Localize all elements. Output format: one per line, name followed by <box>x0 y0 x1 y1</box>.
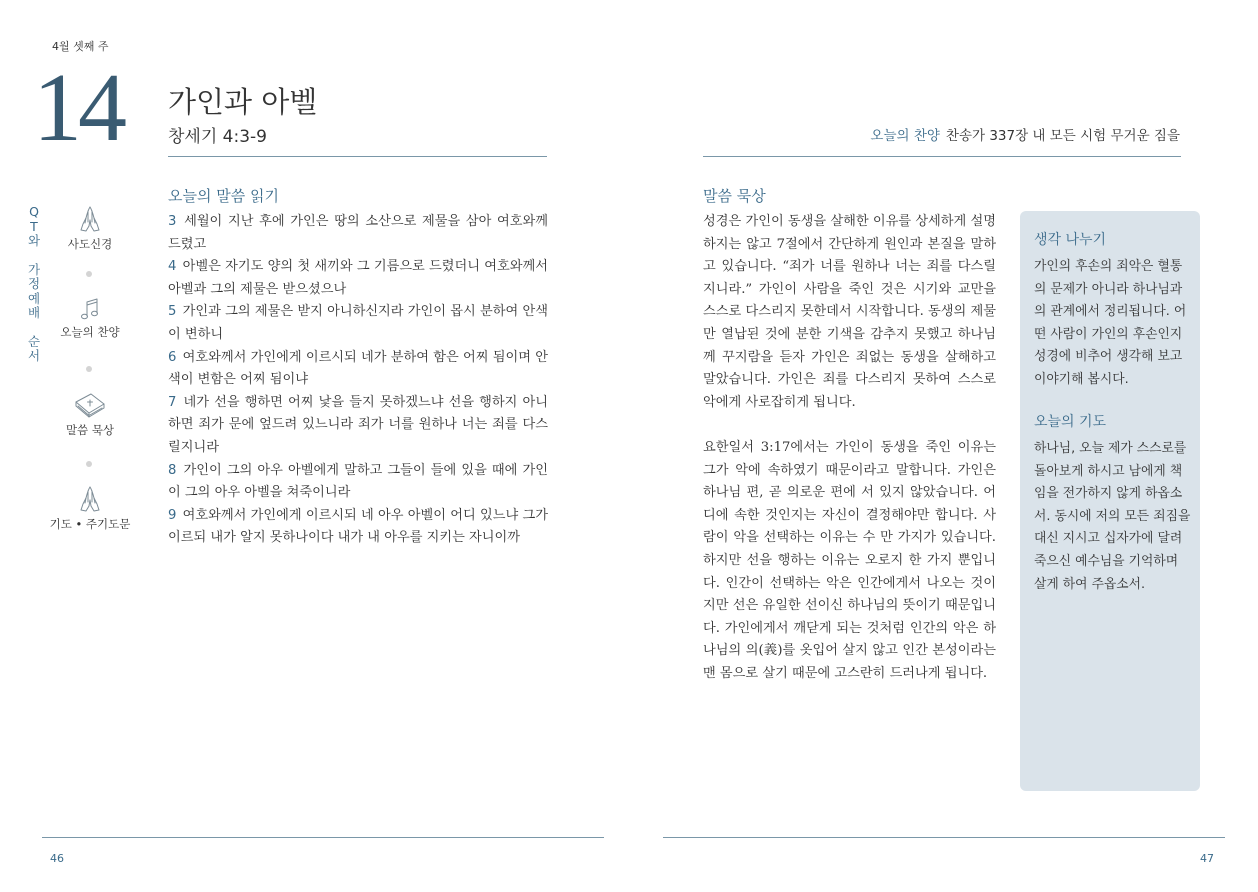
order-dot <box>86 461 92 467</box>
verse <box>168 211 548 256</box>
footer-divider-left <box>42 837 604 838</box>
verse-number: 9 <box>168 507 177 523</box>
verse <box>168 460 548 505</box>
verse-text: 여호와께서 가인에게 이르시되 네 아우 아벨이 어디 있느냐 그가 이르되 내가 알지 못하나이다 내가 내 아우를 지키는 자니이까 <box>168 507 548 546</box>
music-note-icon <box>76 296 104 322</box>
meditation-text <box>703 211 996 685</box>
share-line: 의 문제가 아니라 하나님과 <box>1034 281 1183 297</box>
verse-text: 여호와께서 가인에게 이르시되 네가 분하여 함은 어찌 됨이며 안색이 변함은 어찌 됨이냐 <box>168 349 548 388</box>
prayer-text <box>1034 438 1200 596</box>
prayer-line: 살게 하여 주옵소서. <box>1034 576 1146 592</box>
qt-char: 순 <box>27 333 41 349</box>
qt-char: 가 <box>27 261 41 277</box>
verse-text: 가인과 그의 제물은 받지 아니하신지라 가인이 몹시 분하여 안색이 변하니 <box>168 304 548 342</box>
scripture-reference: 창세기 4:3-9 <box>168 127 267 147</box>
qt-char: 정 <box>27 276 41 291</box>
meditation-paragraph: 요한일서 3:17에서는 가인이 동생을 죽인 이유는 그가 악에 속하였기 때문이라고 말합니다. 가인은 하나님 편, 곧 의로운 편에 서 있지 않았습니다. 어디에 속한 것인지는 자신이 결정해야만 합니다. 사람이 악을 선택하는 이유는 수 만 가지가 있습니다. 하지만 선을 행하는 이유는 오로지 한 가지 뿐입니다. 인간이 선택하는 악은 인간에게서 나오는 것이지만 선은 유일한 선이신 하나님의 뜻이기 때문입니다. 가인에게서 깨닫게 되는 것처럼 인간의 악은 하나님의 의(義)를 옷입어 살지 않고 인간 본성이라는 맨 몸으로 살기 때문에 고스란히 드러나게 됩니다. <box>703 439 996 681</box>
prayer-line: 대신 지시고 십자가에 달려 <box>1034 531 1183 547</box>
order-item-meditation <box>48 390 132 438</box>
verse <box>168 505 548 550</box>
order-label: 말씀 묵상 <box>65 423 115 437</box>
qt-char: 서 <box>27 348 41 363</box>
bible-book-icon <box>73 390 107 420</box>
verse-number: 4 <box>168 259 177 275</box>
prayer-line: 임을 전가하지 않게 하옵소 <box>1034 486 1183 502</box>
header-divider-left <box>168 156 547 157</box>
verse-text: 가인이 그의 아우 아벨에게 말하고 그들이 들에 있을 때에 가인이 그의 아우 아벨을 쳐죽이니라 <box>168 462 548 501</box>
share-line: 이야기해 봅시다. <box>1034 371 1129 387</box>
qt-gap <box>26 321 42 335</box>
qt-vertical-label <box>26 205 42 364</box>
verse-number: 7 <box>168 394 177 410</box>
discussion-box <box>1020 211 1200 791</box>
qt-char: T <box>30 218 38 234</box>
day-number: 14 <box>33 54 123 162</box>
qt-gap <box>26 249 42 263</box>
qt-char: 와 <box>27 233 41 248</box>
week-label: 4월 셋째 주 <box>52 40 109 53</box>
share-line: 성경에 비추어 생각해 보고 <box>1034 349 1183 365</box>
hymn-text: 찬송가 337장 내 모든 시험 무거운 짐을 <box>945 128 1180 144</box>
page-title: 가인과 아벨 <box>168 85 318 119</box>
order-dot <box>86 366 92 372</box>
share-line: 떤 사람이 가인의 후손인지 <box>1034 326 1183 342</box>
verse-number: 3 <box>168 214 177 229</box>
share-text <box>1034 256 1200 392</box>
verse-number: 8 <box>168 462 177 478</box>
verse-text: 네가 선을 행하면 어찌 낯을 들지 못하겠느냐 선을 행하지 아니하면 죄가 문에 엎드려 있느니라 죄가 너를 원하나 너는 죄를 다스릴지니라 <box>168 394 548 455</box>
prayer-line: 서. 동시에 저의 모든 죄짐을 <box>1034 508 1191 524</box>
prayer-line: 하나님, 오늘 제가 스스로를 <box>1034 441 1187 456</box>
share-line: 가인의 후손의 죄악은 혈통 <box>1034 259 1183 274</box>
verse-text: 아벨은 자기도 양의 첫 새끼와 그 기름으로 드렸더니 여호와께서 아벨과 그의 제물은 받으셨으나 <box>168 259 548 297</box>
meditation-heading: 말씀 묵상 <box>703 187 766 205</box>
order-label: 기도 • 주기도문 <box>49 517 131 531</box>
hymn-line <box>870 124 1180 144</box>
verse-number: 5 <box>168 304 177 320</box>
praying-hands-icon <box>76 204 104 234</box>
verse <box>168 301 548 346</box>
header-divider-right <box>703 156 1181 157</box>
prayer-heading: 오늘의 기도 <box>1034 414 1107 430</box>
qt-char: 예 <box>27 290 41 306</box>
prayer-line: 돌아보게 하시고 남에게 책 <box>1034 463 1183 479</box>
prayer-line: 죽으신 예수님을 기억하며 <box>1034 553 1179 569</box>
order-item-hymn <box>48 296 132 340</box>
meditation-paragraph: 성경은 가인이 동생을 살해한 이유를 상세하게 설명하지는 않고 7절에서 간단하게 원인과 본질을 말하고 있습니다. “죄가 너를 원하나 너는 죄를 다스릴지니라.” 가인이 사람을 죽인 것은 시기와 교만을 스스로 다스리지 못한데서 시작합니다. 동생의 제물만 열납된 것에 분한 기색을 감추지 못했고 하나님께 꾸지람을 듣자 가인은 죄없는 동생을 살해하고 말았습니다. 가인은 죄를 다스리지 못하여 스스로 악에게 사로잡히게 됩니다. <box>703 214 996 410</box>
hymn-label: 오늘의 찬양 <box>870 128 940 144</box>
page-number-left: 46 <box>50 852 64 865</box>
verse <box>168 256 548 301</box>
verse <box>168 392 548 460</box>
verse-number: 6 <box>168 349 177 365</box>
praying-hands-icon <box>76 484 104 514</box>
qt-char: 배 <box>27 305 41 320</box>
footer-divider-right <box>663 837 1225 838</box>
order-label: 사도신경 <box>67 237 113 251</box>
verse <box>168 347 548 392</box>
share-heading: 생각 나누기 <box>1034 232 1107 248</box>
verse-text: 세월이 지난 후에 가인은 땅의 소산으로 제물을 삼아 여호와께 드렸고 <box>168 214 548 252</box>
order-item-creed <box>48 204 132 252</box>
order-label: 오늘의 찬양 <box>60 325 120 339</box>
scripture-text <box>168 211 548 550</box>
page-number-right: 47 <box>1200 852 1214 865</box>
order-dot <box>86 271 92 277</box>
order-item-prayer <box>48 484 132 532</box>
share-line: 의 관계에서 정리됩니다. 어 <box>1034 304 1187 320</box>
qt-char: Q <box>29 204 39 219</box>
scripture-heading: 오늘의 말씀 읽기 <box>168 187 279 205</box>
